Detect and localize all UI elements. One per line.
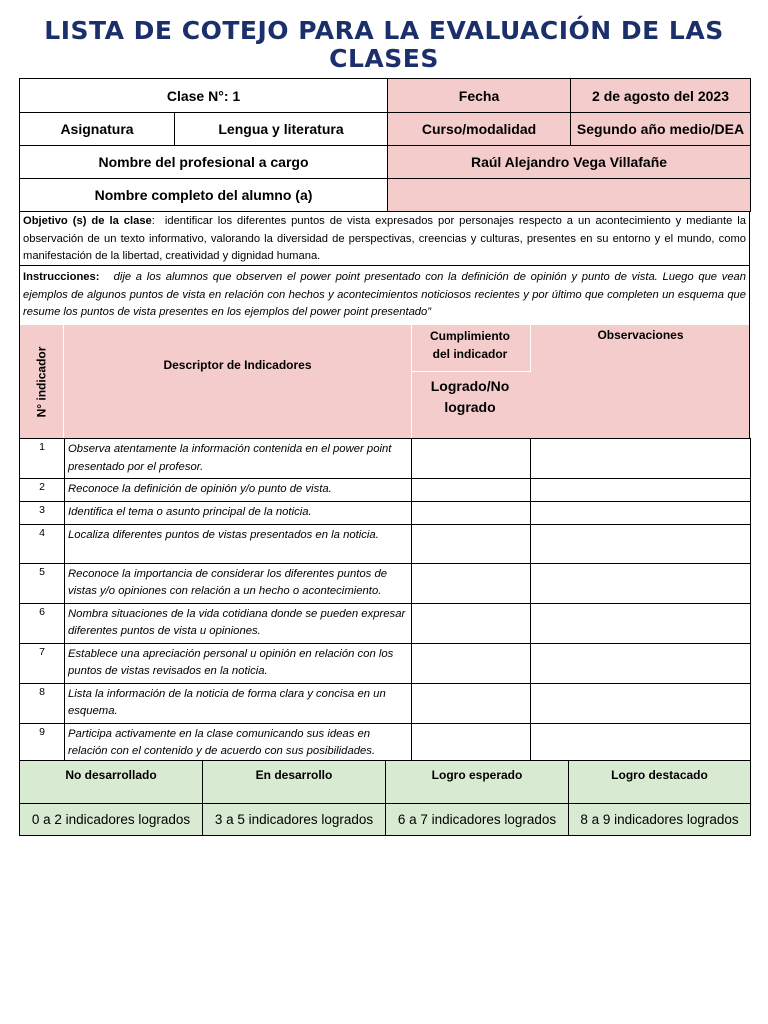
indicator-logrado-cell[interactable] (412, 479, 531, 502)
indicator-number: 3 (20, 502, 65, 525)
indicator-logrado-cell[interactable] (412, 683, 531, 723)
indicator-logrado-cell[interactable] (412, 439, 531, 479)
indicator-descriptor: Participa activamente en la clase comunicando sus ideas en relación con el contenido y de acuerdo con sus posibilidades. (65, 723, 412, 763)
indicator-number: 2 (20, 479, 65, 502)
curso-label: Curso/modalidad (388, 113, 571, 146)
indicator-number: 6 (20, 603, 65, 643)
indicator-observaciones-cell[interactable] (531, 643, 751, 683)
indicator-table (19, 438, 751, 764)
indicator-observaciones-cell[interactable] (531, 479, 751, 502)
instrucciones-label: Instrucciones: (23, 271, 100, 283)
indicator-descriptor: Localiza diferentes puntos de vistas presentados en la noticia. (65, 524, 412, 563)
indicator-descriptor: Nombra situaciones de la vida cotidiana donde se pueden expresar diferentes puntos de vista u opiniones. (65, 603, 412, 643)
indicator-observaciones-cell[interactable] (531, 502, 751, 525)
divider-line (411, 325, 412, 438)
logrado-header: Logrado/No logrado (430, 378, 510, 415)
fecha-label: Fecha (388, 79, 571, 113)
indicator-descriptor: Identifica el tema o asunto principal de la noticia. (65, 502, 412, 525)
scale-range: 8 a 9 indicadores logrados (569, 804, 751, 836)
indicator-row (20, 603, 751, 643)
curso-value: Segundo año medio/DEA (571, 113, 751, 146)
alumno-label: Nombre completo del alumno (a) (20, 179, 388, 212)
indicator-logrado-cell[interactable] (412, 524, 531, 563)
indicator-descriptor: Reconoce la importancia de considerar los diferentes puntos de vistas y/o opiniones con relación a un hecho o acontecimiento. (65, 563, 412, 603)
indicator-row (20, 479, 751, 502)
indicator-observaciones-cell[interactable] (531, 524, 751, 563)
indicator-row (20, 439, 751, 479)
scale-range: 3 a 5 indicadores logrados (203, 804, 386, 836)
indicator-observaciones-cell[interactable] (531, 439, 751, 479)
observaciones-header: Observaciones (597, 328, 684, 342)
scale-level-no-desarrollado: No desarrollado (20, 761, 203, 804)
header-table (19, 78, 751, 212)
scale-level-logro-destacado: Logro destacado (569, 761, 751, 804)
asignatura-label: Asignatura (20, 113, 175, 146)
indicator-logrado-cell[interactable] (412, 643, 531, 683)
indicator-logrado-cell[interactable] (412, 723, 531, 763)
indicator-observaciones-cell[interactable] (531, 723, 751, 763)
scale-range: 0 a 2 indicadores logrados (20, 804, 203, 836)
indicator-number: 1 (20, 439, 65, 479)
indicator-observaciones-cell[interactable] (531, 683, 751, 723)
indicator-number: 5 (20, 563, 65, 603)
indicator-number: 7 (20, 643, 65, 683)
indicator-descriptor: Observa atentamente la información contenida en el power point presentado por el profesor. (65, 439, 412, 479)
indicator-row (20, 723, 751, 763)
divider-line (412, 371, 531, 372)
indicator-observaciones-cell[interactable] (531, 563, 751, 603)
profesional-label: Nombre del profesional a cargo (20, 146, 388, 179)
scale-level-logro-esperado: Logro esperado (386, 761, 569, 804)
indicator-number: 9 (20, 723, 65, 763)
indicator-number: 8 (20, 683, 65, 723)
indicator-logrado-cell[interactable] (412, 563, 531, 603)
scale-level-en-desarrollo: En desarrollo (203, 761, 386, 804)
indicator-row (20, 683, 751, 723)
indicator-row (20, 643, 751, 683)
instrucciones-text: dije a los alumnos que observen el power point presentado con la definición de opinión y punto de vista. Luego que vean ejemplos de algunos puntos de vista en relación con hechos y acontecimientos noticiosos recientes y por último que completen un esquema que resume los puntos de vista presentes en los ejemplos del power point presentado” (23, 271, 746, 318)
page-title: LISTA DE COTEJO PARA LA EVALUACIÓN DE LAS CLASES (44, 16, 724, 73)
objetivo-block: Objetivo (s) de la clase: identificar los diferentes puntos de vista expresados por personajes respecto a un acontecimiento y mediante la observación de un texto informativo, valorando la diversidad de perspectivas, creencias y culturas, presentes en su entorno y el mundo, como manifestación de la libertad, creatividad y dignidad humana. (19, 211, 750, 266)
indicator-descriptor: Reconoce la definición de opinión y/o punto de vista. (65, 479, 412, 502)
indicator-observaciones-cell[interactable] (531, 603, 751, 643)
indicator-row (20, 502, 751, 525)
indicator-row (20, 524, 751, 563)
fecha-value: 2 de agosto del 2023 (571, 79, 751, 113)
scale-table (19, 760, 751, 836)
descriptor-header: Descriptor de Indicadores (163, 358, 312, 372)
alumno-field[interactable] (388, 179, 751, 212)
indicator-logrado-cell[interactable] (412, 603, 531, 643)
objetivo-text: identificar los diferentes puntos de vista expresados por personajes respecto a un acontecimiento y mediante la observación de un texto informativo, valorando la diversidad de perspectivas, creencias y culturas, presentes en su entorno y el mundo, como manifestación de la libertad, creatividad y dignidad humana. (23, 215, 746, 262)
cumplimiento-header: Cumplimiento del indicador (430, 329, 510, 361)
indicator-descriptor: Establece una apreciación personal u opinión en relación con los puntos de vistas revisados en la noticia. (65, 643, 412, 683)
indicator-number: 4 (20, 524, 65, 563)
indicator-descriptor: Lista la información de la noticia de forma clara y concisa en un esquema. (65, 683, 412, 723)
objetivo-label: Objetivo (s) de la clase (23, 215, 152, 227)
indicator-logrado-cell[interactable] (412, 502, 531, 525)
indicator-row (20, 563, 751, 603)
indicator-num-header: N° indicador (19, 325, 64, 438)
asignatura-value: Lengua y literatura (175, 113, 388, 146)
scale-range: 6 a 7 indicadores logrados (386, 804, 569, 836)
profesional-value: Raúl Alejandro Vega Villafañe (388, 146, 751, 179)
clase-label: Clase N°: 1 (20, 79, 388, 113)
instrucciones-block (19, 265, 750, 326)
